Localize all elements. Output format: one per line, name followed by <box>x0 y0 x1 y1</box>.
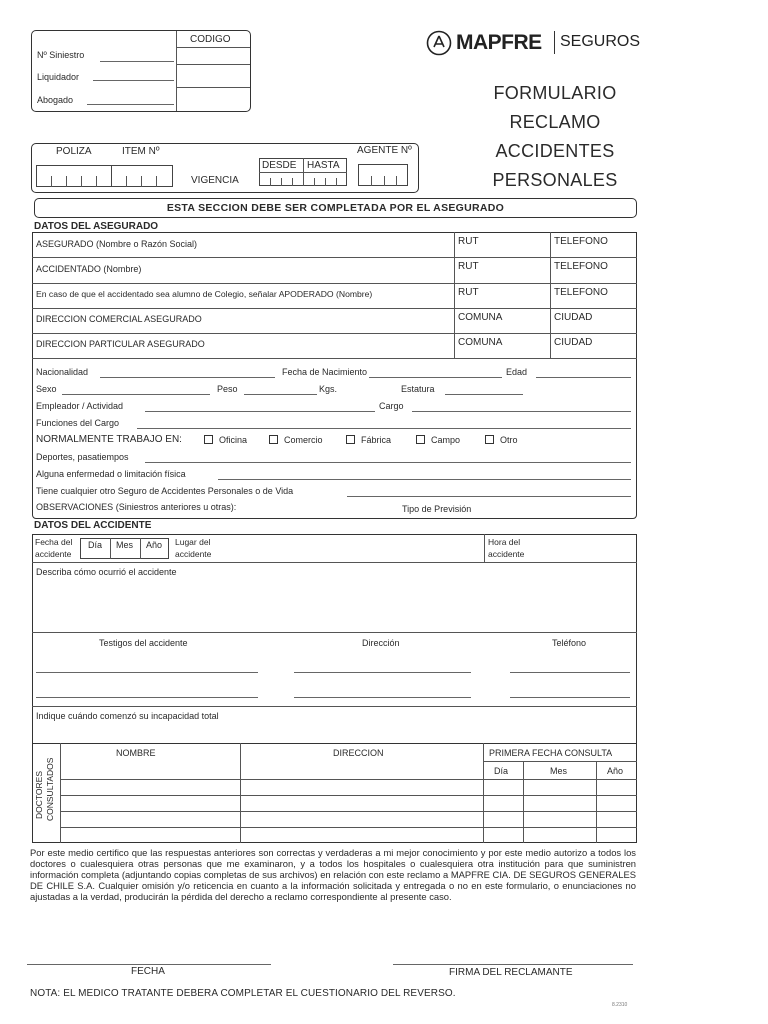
pension-type-label: Tipo de Previsión <box>402 504 472 514</box>
insured-name-field[interactable]: ASEGURADO (Nombre o Razón Social) <box>36 239 198 249</box>
accident-date-label-1: Fecha del <box>35 537 73 547</box>
witness-2-name-field[interactable] <box>36 697 258 698</box>
cell-div <box>270 178 271 186</box>
code-box-line-1 <box>176 47 250 48</box>
doctors-col-line <box>240 743 241 843</box>
code-box-divider <box>176 31 177 111</box>
witness-2-phone-field[interactable] <box>510 697 630 698</box>
row-line <box>32 257 637 258</box>
col-line <box>550 232 551 358</box>
insured-phone-field[interactable]: TELEFONO <box>554 236 608 247</box>
cell-div <box>81 176 82 187</box>
other-insurance-field[interactable] <box>347 496 631 497</box>
sex-field[interactable] <box>62 394 210 395</box>
birthdate-label: Fecha de Nacimiento <box>282 367 368 377</box>
adjuster-label: Liquidador <box>37 72 80 82</box>
consult-month-header: Mes <box>550 766 568 776</box>
accident-section-title: DATOS DEL ACCIDENTE <box>34 520 152 531</box>
age-label: Edad <box>506 367 528 377</box>
witness-1-address-field[interactable] <box>294 672 471 673</box>
injured-phone-field[interactable]: TELEFONO <box>554 261 608 272</box>
consult-day-header: Día <box>494 766 509 776</box>
row-line <box>32 358 637 359</box>
factory-option-label: Fábrica <box>361 435 392 445</box>
doctors-col-line <box>523 761 524 843</box>
commerce-checkbox[interactable] <box>269 435 278 444</box>
form-title-line-3: ACCIDENTES <box>495 141 615 161</box>
illness-label: Alguna enfermedad o limitación física <box>36 469 186 479</box>
commerce-option-label: Comercio <box>284 435 323 445</box>
row-line <box>32 283 637 284</box>
other-insurance-label: Tiene cualquier otro Seguro de Accidentes Personales o de Vida <box>36 486 294 496</box>
business-commune-field[interactable]: COMUNA <box>458 312 503 323</box>
brand-name: MAPFRE <box>456 31 542 54</box>
insured-rut-field[interactable]: RUT <box>458 236 479 247</box>
doctor-name-header: NOMBRE <box>116 748 156 758</box>
home-address-field[interactable]: DIRECCION PARTICULAR ASEGURADO <box>36 339 205 349</box>
cell-div <box>314 178 315 186</box>
vigencia-label: VIGENCIA <box>191 175 239 186</box>
witness-phone-label: Teléfono <box>552 638 587 648</box>
validity-header-line <box>259 172 347 173</box>
first-consult-header: PRIMERA FECHA CONSULTA <box>489 748 613 758</box>
cell-div <box>126 176 127 187</box>
lawyer-label: Abogado <box>37 95 74 105</box>
doctors-row-line <box>60 811 637 812</box>
business-city-field[interactable]: CIUDAD <box>554 312 593 323</box>
doctors-side-label <box>34 757 58 821</box>
claimant-signature-label: FIRMA DEL RECLAMANTE <box>449 967 573 978</box>
witness-1-phone-field[interactable] <box>510 672 630 673</box>
age-field[interactable] <box>536 377 631 378</box>
code-box-line-3 <box>176 87 250 88</box>
doctors-row-line <box>60 795 637 796</box>
witness-1-name-field[interactable] <box>36 672 258 673</box>
accident-date-label-2: accidente <box>35 549 72 559</box>
injured-name-field[interactable]: ACCIDENTADO (Nombre) <box>36 264 142 274</box>
accident-row-line <box>32 632 637 633</box>
consult-year-header: Año <box>607 766 624 776</box>
doctors-col-line <box>483 743 484 843</box>
agent-number-cells[interactable] <box>358 164 408 186</box>
accident-time-label-1: Hora del <box>488 537 521 547</box>
row-line <box>32 308 637 309</box>
cell-div <box>156 176 157 187</box>
accident-place-label-2: accidente <box>175 549 212 559</box>
item-label: ITEM Nº <box>122 146 160 157</box>
doctors-side-line-2: CONSULTADOS <box>45 757 55 821</box>
form-title-line-4: PERSONALES <box>492 170 618 190</box>
home-city-field[interactable]: CIUDAD <box>554 337 593 348</box>
policy-label: POLIZA <box>56 146 92 157</box>
incapacity-start-field[interactable]: Indique cuándo comenzó su incapacidad total <box>36 711 219 721</box>
weight-field[interactable] <box>244 394 317 395</box>
doctors-table <box>32 743 637 843</box>
cell-div <box>141 176 142 187</box>
illness-field[interactable] <box>218 479 631 480</box>
home-commune-field[interactable]: COMUNA <box>458 337 503 348</box>
sex-label: Sexo <box>36 384 57 394</box>
accident-time-label-2: accidente <box>488 549 525 559</box>
height-field[interactable] <box>445 394 523 395</box>
code-header: CODIGO <box>190 34 231 45</box>
office-option-label: Oficina <box>219 435 248 445</box>
form-title-line-1: FORMULARIO <box>493 83 617 103</box>
cell-div <box>336 178 337 186</box>
field-checkbox[interactable] <box>416 435 425 444</box>
observations-label: OBSERVACIONES (Siniestros anteriores u otras): <box>36 502 237 512</box>
date-signature-label: FECHA <box>131 966 165 977</box>
work-location-label: NORMALMENTE TRABAJO EN: <box>36 434 182 445</box>
year-label: Año <box>146 540 163 550</box>
date-cell-div <box>140 538 141 559</box>
duties-label: Funciones del Cargo <box>36 418 120 428</box>
sports-field[interactable] <box>145 462 631 463</box>
cell-div <box>292 178 293 186</box>
doctors-row-line <box>60 827 637 828</box>
item-number-cells[interactable] <box>111 165 173 187</box>
cell-div <box>384 176 385 186</box>
cell-div <box>325 178 326 186</box>
guardian-rut-field[interactable]: RUT <box>458 287 479 298</box>
legal-declaration: Por este medio certifico que las respuestas anteriores son correctas y verdaderas a mi mejor conocimiento y por este medio autorizo a todos los doctores o cualesquiera otras personas que me examinaron, y a todos los hospitales o cualesquiera otra institución para que suministren información completa (adjuntando copias completas de sus archivos) en relación con este reclamo a MAPFRE CIA. DE SEGUROS GENERALES DE CHILE S.A. Cualquier omisión y/o reticencia en cuanto a la información solicitada y entregada o no en este formulario, o enunciaciones no ajustadas a la verdad, producirán la pérdida del derecho a reclamo correspondiente al presente caso. <box>30 847 636 902</box>
claim-number-label: Nº Siniestro <box>37 50 85 60</box>
cell-div <box>66 176 67 187</box>
employer-field[interactable] <box>145 411 375 412</box>
doctors-col-line <box>60 743 61 843</box>
weight-label: Peso <box>217 384 238 394</box>
doctor-address-header: DIRECCION <box>333 748 384 758</box>
form-title-line-2: RECLAMO <box>509 112 601 132</box>
claimant-signature-field[interactable] <box>393 964 633 965</box>
insured-banner-text: ESTA SECCION DEBE SER COMPLETADA POR EL ASEGURADO <box>166 202 505 214</box>
business-address-field[interactable]: DIRECCION COMERCIAL ASEGURADO <box>36 314 202 324</box>
code-box-line-2 <box>176 64 250 65</box>
position-label: Cargo <box>379 401 404 411</box>
doctor-note: NOTA: EL MEDICO TRATANTE DEBERA COMPLETAR EL CUESTIONARIO DEL REVERSO. <box>30 988 456 999</box>
row-line <box>32 333 637 334</box>
accident-col-line <box>484 534 485 562</box>
cell-div <box>371 176 372 186</box>
field-option-label: Campo <box>431 435 461 445</box>
doctors-side-line-1: DOCTORES <box>34 770 44 820</box>
policy-number-cells[interactable] <box>36 165 112 187</box>
nationality-label: Nacionalidad <box>36 367 89 377</box>
nationality-field[interactable] <box>100 377 275 378</box>
position-field[interactable] <box>412 411 631 412</box>
insured-section-title: DATOS DEL ASEGURADO <box>34 221 159 232</box>
hasta-label: HASTA <box>307 160 340 171</box>
witnesses-label: Testigos del accidente <box>99 638 188 648</box>
height-label: Estatura <box>401 384 435 394</box>
date-signature-field[interactable] <box>27 964 271 965</box>
cell-div <box>51 176 52 187</box>
office-checkbox[interactable] <box>204 435 213 444</box>
other-option-label: Otro <box>500 435 518 445</box>
col-line <box>454 232 455 358</box>
day-label: Día <box>88 540 103 550</box>
employer-label: Empleador / Actividad <box>36 401 124 411</box>
accident-row-line <box>32 706 637 707</box>
injured-rut-field[interactable]: RUT <box>458 261 479 272</box>
accident-place-label-1: Lugar del <box>175 537 211 547</box>
accident-row-line <box>32 562 637 563</box>
mapfre-logo <box>426 30 641 58</box>
kgs-label: Kgs. <box>319 384 338 394</box>
brand-suffix: SEGUROS <box>560 33 641 50</box>
adjuster-field[interactable] <box>93 80 174 81</box>
witness-2-address-field[interactable] <box>294 697 471 698</box>
other-checkbox[interactable] <box>485 435 494 444</box>
desde-label: DESDE <box>262 160 297 171</box>
month-label: Mes <box>116 540 134 550</box>
cell-div <box>396 176 397 186</box>
form-code: 8.2310 <box>612 1002 628 1008</box>
sports-label: Deportes, pasatiempos <box>36 452 129 462</box>
guardian-phone-field[interactable]: TELEFONO <box>554 287 608 298</box>
birthdate-field[interactable] <box>369 377 502 378</box>
claim-number-field[interactable] <box>100 61 174 62</box>
lawyer-field[interactable] <box>87 104 174 105</box>
guardian-name-field[interactable]: En caso de que el accidentado sea alumno de Colegio, señalar APODERADO (Nombre) <box>36 289 373 299</box>
date-cell-div <box>110 538 111 559</box>
brand-divider <box>554 31 555 54</box>
witness-address-label: Dirección <box>362 638 400 648</box>
doctors-row-line <box>483 761 637 762</box>
doctors-col-line <box>596 761 597 843</box>
duties-field[interactable] <box>137 428 631 429</box>
cell-div <box>96 176 97 187</box>
accident-description-field[interactable]: Describa cómo ocurrió el accidente <box>36 567 177 577</box>
cell-div <box>281 178 282 186</box>
factory-checkbox[interactable] <box>346 435 355 444</box>
doctors-row-line <box>60 779 637 780</box>
agent-label: AGENTE Nº <box>357 145 412 156</box>
mapfre-emblem-icon <box>426 30 452 56</box>
